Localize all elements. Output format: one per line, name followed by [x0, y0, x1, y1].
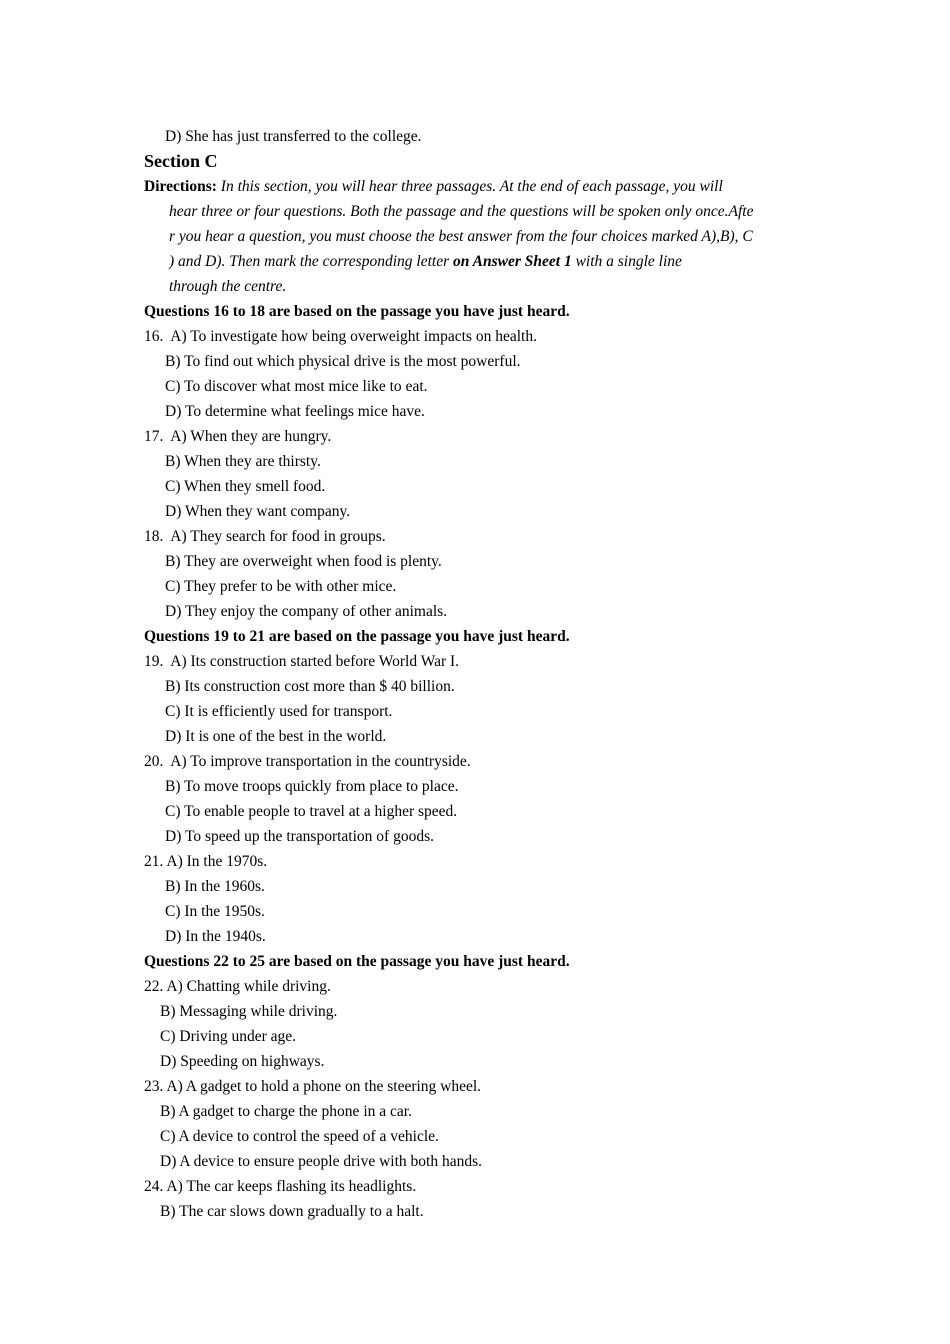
- option: C) Driving under age.: [160, 1028, 297, 1045]
- option: C) In the 1950s.: [165, 903, 265, 920]
- carryover-option: D) She has just transferred to the college.: [165, 128, 422, 145]
- option: B) They are overweight when food is plenty.: [165, 553, 442, 570]
- question-17: 17. A) When they are hungry.: [144, 428, 332, 445]
- directions-line: hear three or four questions. Both the passage and the questions will be spoken only once.Afte: [169, 203, 754, 220]
- option: D) In the 1940s.: [165, 928, 266, 945]
- option: C) When they smell food.: [165, 478, 326, 495]
- section-title: Section C: [144, 151, 218, 171]
- option: D) It is one of the best in the world.: [165, 728, 387, 745]
- option: B) Its construction cost more than $ 40 billion.: [165, 678, 455, 695]
- option: D) Speeding on highways.: [160, 1053, 325, 1070]
- question-18: 18. A) They search for food in groups.: [144, 528, 386, 545]
- directions-line: with a single line: [571, 253, 682, 270]
- option: D) To determine what feelings mice have.: [165, 403, 425, 420]
- option: C) They prefer to be with other mice.: [165, 578, 397, 595]
- question-19: 19. A) Its construction started before World War I.: [144, 653, 460, 670]
- option: B) Messaging while driving.: [160, 1003, 338, 1020]
- option: B) In the 1960s.: [165, 878, 265, 895]
- directions-line: r you hear a question, you must choose the best answer from the four choices marked A),B), C: [169, 228, 753, 245]
- directions-line: through the centre.: [169, 278, 287, 295]
- directions-line: In this section, you will hear three passages. At the end of each passage, you will: [216, 178, 723, 195]
- question-22: 22. A) Chatting while driving.: [144, 978, 331, 995]
- option: C) A device to control the speed of a vehicle.: [160, 1128, 439, 1145]
- group-heading: Questions 19 to 21 are based on the passage you have just heard.: [144, 628, 570, 645]
- question-24: 24. A) The car keeps flashing its headlights.: [144, 1178, 417, 1195]
- question-16: 16. A) To investigate how being overweight impacts on health.: [144, 328, 537, 345]
- option: B) The car slows down gradually to a halt.: [160, 1203, 424, 1220]
- option: B) When they are thirsty.: [165, 453, 321, 470]
- group-heading: Questions 22 to 25 are based on the passage you have just heard.: [144, 953, 570, 970]
- answer-sheet-ref: on Answer Sheet 1: [452, 253, 572, 270]
- option: C) It is efficiently used for transport.: [165, 703, 393, 720]
- option: C) To discover what most mice like to eat.: [165, 378, 428, 395]
- question-23: 23. A) A gadget to hold a phone on the steering wheel.: [144, 1078, 482, 1095]
- question-20: 20. A) To improve transportation in the countryside.: [144, 753, 471, 770]
- option: D) They enjoy the company of other animals.: [165, 603, 448, 620]
- option: D) When they want company.: [165, 503, 351, 520]
- directions-label: Directions:: [144, 178, 217, 195]
- question-21: 21. A) In the 1970s.: [144, 853, 268, 870]
- directions-line: ) and D). Then mark the corresponding letter: [169, 253, 453, 270]
- option: B) To move troops quickly from place to place.: [165, 778, 459, 795]
- option: B) A gadget to charge the phone in a car.: [160, 1103, 412, 1120]
- option: C) To enable people to travel at a higher speed.: [165, 803, 458, 820]
- option: D) A device to ensure people drive with both hands.: [160, 1153, 482, 1170]
- group-heading: Questions 16 to 18 are based on the passage you have just heard.: [144, 303, 570, 320]
- option: B) To find out which physical drive is the most powerful.: [165, 353, 521, 370]
- option: D) To speed up the transportation of goods.: [165, 828, 434, 845]
